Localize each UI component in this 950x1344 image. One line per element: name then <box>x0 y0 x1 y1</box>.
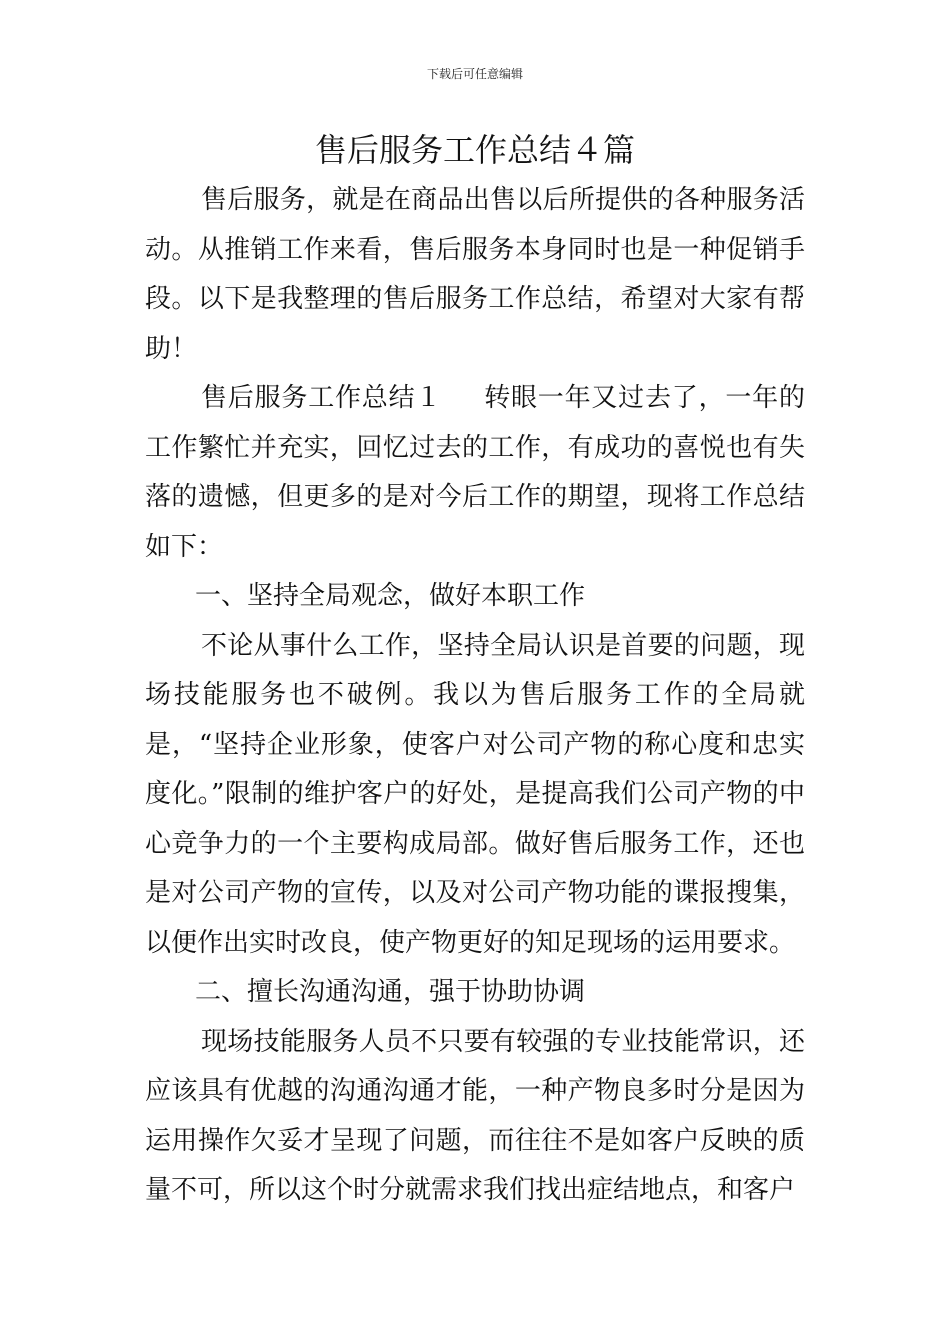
heading-1: 一、坚持全局观念，做好本职工作 <box>195 581 586 611</box>
section-1-label: 售后服务工作总结１ <box>201 383 443 413</box>
heading-2: 二、擅长沟通沟通，强于协助协调 <box>195 977 586 1007</box>
header-note: 下载后可任意编辑 <box>426 67 523 81</box>
section-1-text: 转眼一年又过去了，一年的工作繁忙并充实，回忆过去的工作，有成功的喜悦也有失落的遗憾，但更多的是对今后工作的期望，现将工作总结如下： <box>145 383 805 562</box>
intro-paragraph: 售后服务，就是在商品出售以后所提供的各种服务活动。从推销工作来看，售后服务本身同时也是一种促销手段。以下是我整理的售后服务工作总结，希望对大家有帮助！ <box>145 185 805 364</box>
body-paragraph-1: 不论从事什么工作，坚持全局认识是首要的问题，现场技能服务也不破例。我以为售后服务工作的全局就是，“坚持企业形象，使客户对公司产物的称心度和忠实度化。”限制的维护客户的好处，是提高我们公司产物的中心竞争力的一个主要构成局部。做好售后服务工作，还也是对公司产物的宣传，以及对公司产物功能的谍报搜集，以便作出实时改良，使产物更好的知足现场的运用要求。 <box>145 630 805 958</box>
section-1-paragraph <box>145 374 805 572</box>
document-title: 售后服务工作总结４篇 <box>314 131 635 169</box>
body-paragraph-2: 现场技能服务人员不只要有较强的专业技能常识，还应该具有优越的沟通沟通才能，一种产物良多时分是因为运用操作欠妥才呈现了问题，而往往不是如客户反映的质量不可，所以这个时分就需求我们找出症结地点，和客户 <box>145 1026 805 1205</box>
document-body <box>145 176 805 1216</box>
